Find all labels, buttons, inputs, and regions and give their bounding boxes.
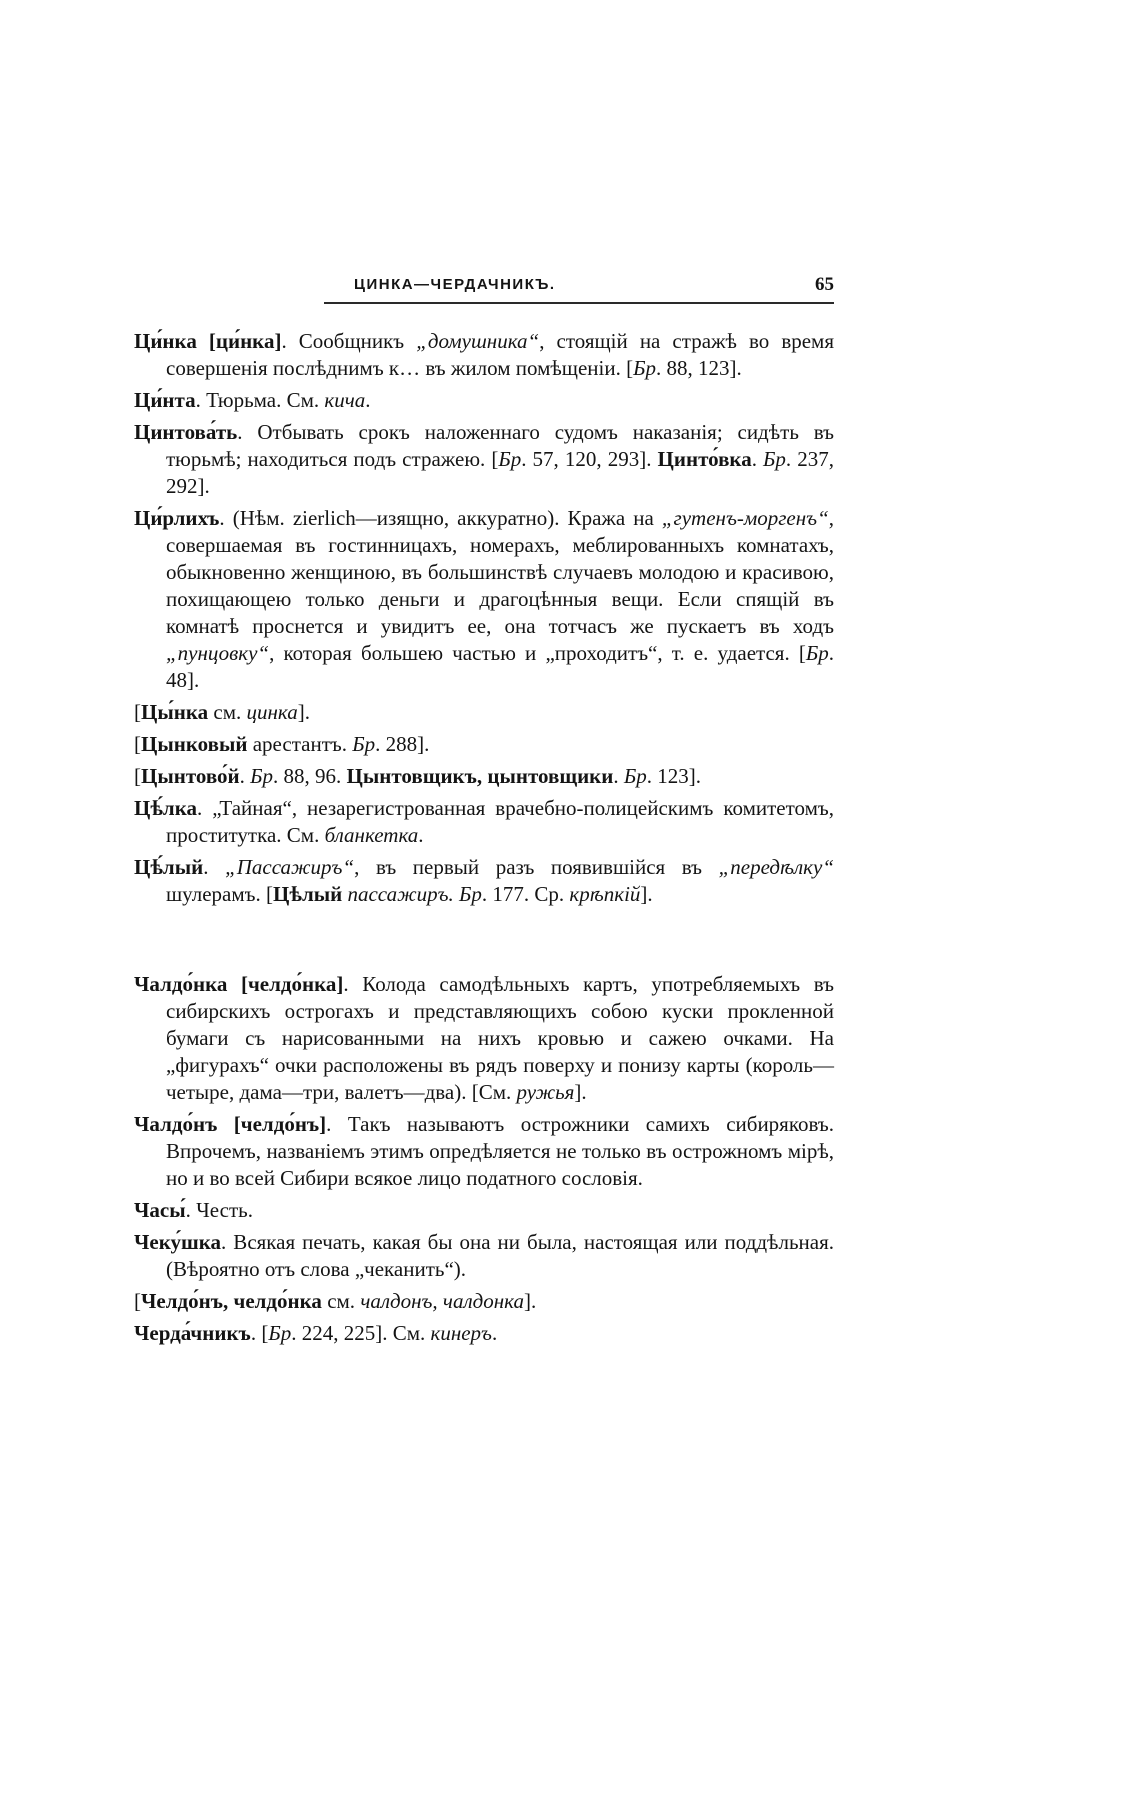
entry-text: . 123]. [646, 764, 702, 788]
italic-term: цинка [246, 700, 298, 724]
italic-term: ружья [516, 1080, 575, 1104]
italic-term: пассажиръ. Бр [347, 882, 482, 906]
italic-term: крѣпкій [569, 882, 641, 906]
headword: Цынтовщикъ, цынтовщики [346, 764, 614, 788]
italic-term: Бр [250, 764, 274, 788]
italic-term: кинеръ [430, 1321, 492, 1345]
headword: Чалдо́нка [челдо́нка] [134, 972, 344, 996]
headword: Цѣлый [273, 882, 343, 906]
entry-text: . [418, 823, 424, 847]
italic-term: Бр [633, 356, 656, 380]
dictionary-entry [134, 731, 834, 758]
headword: Челдо́нъ, челдо́нка [141, 1289, 322, 1313]
italic-term: „гутенъ-моргенъ“ [661, 506, 829, 530]
headword: Цѣ́лый [134, 855, 204, 879]
entry-text: [ [134, 700, 141, 724]
headword: Цинтова́ть [134, 420, 238, 444]
italic-term: „пунцовку“ [166, 641, 270, 665]
entry-text: . Такъ называютъ острожники самихъ сибиряковъ. Впрочемъ, названіемъ этимъ опредѣляется не только въ острожномъ мірѣ, но и во всей Сибири всякое лицо податного сословія. [166, 1112, 834, 1190]
entry-text: . „Тайная“, незарегистрованная врачебно-полицейскимъ комитетомъ, проститутка. См. [166, 796, 834, 847]
headword: Ци́нта [134, 388, 196, 412]
entry-text: . Честь. [185, 1198, 253, 1222]
entry-text: . 88, 96. [273, 764, 347, 788]
entries-section-c [134, 328, 834, 908]
dictionary-page [134, 276, 834, 1352]
italic-term: Бр [623, 764, 647, 788]
italic-term: „домушника“ [416, 329, 540, 353]
italic-term: Бр [763, 447, 786, 471]
dictionary-entry [134, 971, 834, 1106]
italic-term: Бр [498, 447, 522, 471]
entry-text: . 48]. [166, 641, 834, 692]
headword: Черда́чникъ [134, 1321, 251, 1345]
headword: Чеку́шка [134, 1230, 222, 1254]
entries-section-ch [134, 971, 834, 1347]
headword: Чалдо́нъ [челдо́нъ] [134, 1112, 327, 1136]
dictionary-entry [134, 699, 834, 726]
entry-text: см. [321, 1289, 361, 1313]
italic-term: „передѣлку“ [718, 855, 835, 879]
header-rule [324, 302, 834, 304]
dictionary-entry [134, 328, 834, 382]
entry-text: шулерамъ. [ [166, 882, 274, 906]
dictionary-entry [134, 763, 834, 790]
headword: Цы́нка [141, 700, 209, 724]
dictionary-entry [134, 1288, 834, 1315]
entry-text: . Колода самодѣльныхъ картъ, употребляемыхъ въ сибирскихъ острогахъ и представляющихъ собою куски прокленной бумаги съ нарисованными на нихъ кровью и сажею очками. На „фигурахъ“ очки расположены въ рядъ поверху и понизу карты (король—четыре, дама—три, валетъ—два). [См. [166, 972, 834, 1104]
entry-text: ]. [574, 1080, 587, 1104]
headword: Цынтово́й [141, 764, 240, 788]
dictionary-entry [134, 419, 834, 500]
entry-text: , стоящій на стражѣ во время совершенія послѣднимъ к… въ жилом помѣщеніи. [ [166, 329, 834, 380]
section-gap [134, 913, 834, 971]
dictionary-entry [134, 854, 834, 908]
headword: Ци́нка [ци́нка] [134, 329, 282, 353]
dictionary-entry [134, 387, 834, 414]
entry-text: , совершаемая въ гостинницахъ, номерахъ, меблированныхъ комнатахъ, обыкновенно женщиною, въ большинствѣ случаевъ молодою и красивою, похищающею только деньги и драгоцѣнныя вещи. Если спящій въ комнатѣ проснется и увидитъ ее, она тотчасъ же пускаетъ въ ходъ [166, 506, 834, 638]
entry-text: . Тюрьма. См. [195, 388, 325, 412]
headword: Цынковый [141, 732, 248, 756]
dictionary-entry [134, 1111, 834, 1192]
dictionary-entry [134, 505, 834, 694]
entry-text: [ [134, 732, 141, 756]
italic-term: „Пассажиръ“ [225, 855, 355, 879]
italic-term: Бр [805, 641, 829, 665]
italic-term: чалдонъ, чалдонка [360, 1289, 524, 1313]
entry-text: . (Нѣм. zierlich—изящно, аккуратно). Кража на [219, 506, 662, 530]
entry-text: . [203, 855, 226, 879]
entry-text: . [613, 764, 624, 788]
entry-text: . [491, 1321, 498, 1345]
entry-text: . 288]. [375, 732, 430, 756]
entry-text: . [239, 764, 251, 788]
entry-text: . 57, 120, 293]. [521, 447, 658, 471]
dictionary-entry [134, 1197, 834, 1224]
entry-text: [ [134, 1289, 141, 1313]
headword: Цѣ́лка [134, 796, 197, 820]
dictionary-entry [134, 1320, 834, 1347]
entry-text: см. [208, 700, 247, 724]
entry-text: . Сообщникъ [281, 329, 417, 353]
entry-text: ]. [640, 882, 653, 906]
italic-term: Бр [352, 732, 376, 756]
entry-text: . [ [250, 1321, 269, 1345]
entry-text: . Отбывать срокъ наложеннаго судомъ наказанія; сидѣть въ тюрьмѣ; находиться подъ стражею. [ [166, 420, 834, 471]
running-head [134, 276, 834, 296]
headword: Ци́рлихъ [134, 506, 220, 530]
italic-term: кича [324, 388, 366, 412]
running-head-title: ЦИНКА—ЧЕРДАЧНИКЪ. [354, 276, 556, 293]
entry-text: [ [134, 764, 141, 788]
entry-text: . [365, 388, 371, 412]
entry-text: . 237, 292]. [166, 447, 834, 498]
entry-text: . [751, 447, 764, 471]
entry-text: . 177. Ср. [481, 882, 570, 906]
dictionary-entry [134, 795, 834, 849]
entry-text: , въ первый разъ появившійся въ [354, 855, 719, 879]
page-number: 65 [815, 274, 834, 295]
entry-text: . 88, 123]. [655, 356, 742, 380]
dictionary-entry [134, 1229, 834, 1283]
entry-text: ]. [297, 700, 310, 724]
headword: Цинто́вка [657, 447, 752, 471]
entry-text: , которая большею частью и „проходитъ“, т. е. удается. [ [269, 641, 806, 665]
italic-term: Бр [268, 1321, 292, 1345]
headword: Часы́ [134, 1198, 186, 1222]
entry-text: . 224, 225]. См. [291, 1321, 431, 1345]
entry-text: . Всякая печать, какая бы она ни была, настоящая или поддѣльная. (Вѣроятно отъ слова „чеканить“). [166, 1230, 834, 1281]
italic-term: бланкетка [324, 823, 419, 847]
entry-text: арестантъ. [247, 732, 353, 756]
entry-text: ]. [523, 1289, 537, 1313]
